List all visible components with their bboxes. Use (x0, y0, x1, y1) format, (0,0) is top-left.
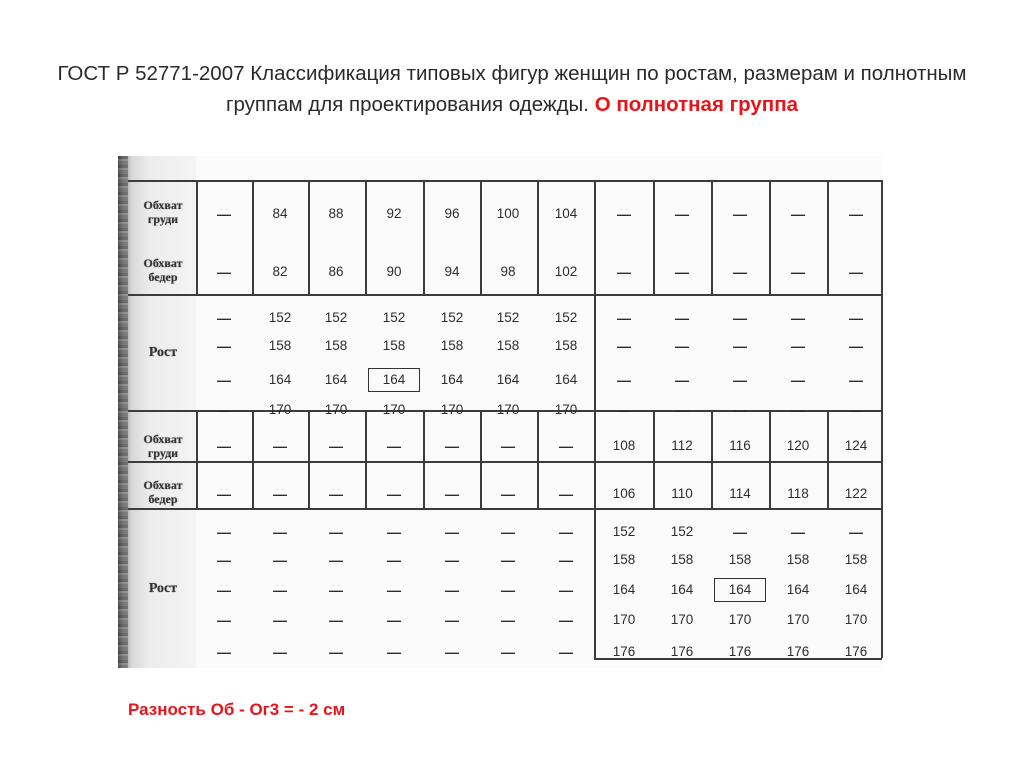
row-label-hips-2: Обхват бедер (143, 478, 183, 506)
table-cell: — (675, 264, 689, 280)
table-cell: — (217, 486, 231, 502)
table-cell: — (617, 206, 631, 222)
table-cell: — (445, 644, 459, 660)
table-cell: 106 (612, 486, 636, 501)
table-cell: — (501, 644, 515, 660)
table-cell: — (217, 552, 231, 568)
table-cell: 152 (612, 524, 636, 539)
table-cell: — (849, 524, 863, 540)
table-cell: 116 (729, 438, 751, 453)
table-cell: 88 (328, 206, 344, 221)
table-cell: 158 (496, 338, 520, 353)
table-cell: 158 (440, 338, 464, 353)
table-cell: — (445, 438, 459, 454)
table-cell: — (559, 438, 573, 454)
table-cell: 84 (272, 206, 288, 221)
table-cell: — (675, 402, 689, 418)
table-cell: — (791, 372, 805, 388)
table-cell: — (329, 552, 343, 568)
table-cell: — (791, 310, 805, 326)
table-cell: — (387, 438, 401, 454)
row-label-hips-1: Обхват бедер (143, 256, 183, 284)
table-cell: — (733, 310, 747, 326)
table-cell: — (849, 264, 863, 280)
table-cell: 164 (372, 372, 416, 388)
table-cell: — (617, 264, 631, 280)
table-cell: — (791, 206, 805, 222)
table-cell: — (387, 582, 401, 598)
table-cell: — (559, 612, 573, 628)
scanned-size-table (118, 156, 882, 668)
table-cell: 152 (382, 310, 406, 325)
table-cell: 104 (554, 206, 578, 221)
table-cell: 170 (324, 402, 348, 417)
table-cell: 108 (612, 438, 636, 453)
table-cell: — (387, 644, 401, 660)
table-cell: 152 (496, 310, 520, 325)
table-cell: — (217, 372, 231, 388)
table-cell: — (329, 582, 343, 598)
table-cell: 170 (612, 612, 636, 627)
table-cell: 164 (440, 372, 464, 387)
table-cell: 164 (718, 582, 762, 598)
table-cell: 170 (268, 402, 292, 417)
table-cell: — (501, 612, 515, 628)
table-cell: 170 (844, 612, 868, 627)
difference-note: Разность Об - Ог3 = - 2 см (128, 700, 346, 719)
table-rule (128, 294, 882, 296)
table-cell: 158 (612, 552, 636, 567)
table-cell: — (559, 524, 573, 540)
table-cell: — (217, 438, 231, 454)
table-cell: — (329, 612, 343, 628)
table-cell: — (733, 206, 747, 222)
table-cell: — (849, 310, 863, 326)
table-cell: 92 (386, 206, 402, 221)
table-cell: 98 (500, 264, 516, 279)
table-cell: 158 (554, 338, 578, 353)
table-cell: — (559, 644, 573, 660)
table-cell: — (217, 582, 231, 598)
table-cell: — (733, 264, 747, 280)
table-cell: 90 (386, 264, 402, 279)
table-cell: 152 (268, 310, 292, 325)
table-cell: — (733, 524, 747, 540)
table-cell: 170 (496, 402, 520, 417)
table-cell: — (733, 402, 747, 418)
table-cell: — (675, 338, 689, 354)
table-cell: — (675, 206, 689, 222)
table-cell: 170 (554, 402, 578, 417)
table-cell: 102 (554, 264, 578, 279)
table-cell: — (217, 644, 231, 660)
table-cell: — (445, 524, 459, 540)
table-cell: 164 (496, 372, 520, 387)
table-cell: — (675, 310, 689, 326)
table-cell: — (217, 524, 231, 540)
table-cell: 164 (612, 582, 636, 597)
table-cell: 158 (844, 552, 868, 567)
table-cell: 114 (729, 486, 751, 501)
table-cell: 170 (670, 612, 694, 627)
table-cell: — (733, 338, 747, 354)
table-cell: 176 (728, 644, 752, 659)
table-cell: 112 (671, 438, 693, 453)
table-cell: 158 (268, 338, 292, 353)
table-cell: 124 (844, 438, 868, 453)
slide-title (40, 58, 984, 120)
table-rule (128, 508, 882, 510)
table-cell: 110 (671, 486, 693, 501)
table-cell: — (387, 552, 401, 568)
table-cell: 164 (324, 372, 348, 387)
table-cell: — (733, 372, 747, 388)
table-cell: 164 (554, 372, 578, 387)
table-cell: — (273, 486, 287, 502)
table-cell: 158 (786, 552, 810, 567)
row-label-chest-2: Обхват груди (143, 432, 183, 460)
table-cell: — (849, 372, 863, 388)
table-cell: 82 (272, 264, 288, 279)
table-cell: — (445, 552, 459, 568)
table-cell: 158 (728, 552, 752, 567)
table-cell: — (791, 264, 805, 280)
table-cell: 176 (670, 644, 694, 659)
table-cell: 94 (444, 264, 460, 279)
table-cell: — (273, 612, 287, 628)
table-cell: — (501, 486, 515, 502)
table-cell: — (329, 524, 343, 540)
title-highlight: О полнотная группа (594, 93, 798, 116)
table-cell: — (501, 582, 515, 598)
table-cell: — (617, 338, 631, 354)
table-cell: 158 (382, 338, 406, 353)
table-cell: — (445, 582, 459, 598)
table-cell: 118 (787, 486, 809, 501)
table-cell: — (501, 552, 515, 568)
table-cell: 86 (328, 264, 344, 279)
table-cell: — (387, 486, 401, 502)
table-cell: — (849, 206, 863, 222)
table-cell: — (791, 402, 805, 418)
table-cell: — (217, 402, 231, 418)
table-cell: 158 (670, 552, 694, 567)
table-cell: 152 (440, 310, 464, 325)
table-cell: — (217, 206, 231, 222)
table-cell: — (273, 582, 287, 598)
table-cell: 176 (844, 644, 868, 659)
table-cell: — (445, 486, 459, 502)
table-cell: — (849, 402, 863, 418)
table-cell: — (559, 486, 573, 502)
table-cell: — (329, 486, 343, 502)
row-label-height-2: Рост (148, 581, 178, 596)
table-cell: — (273, 644, 287, 660)
table-cell: — (501, 438, 515, 454)
table-cell: 170 (786, 612, 810, 627)
table-cell: 96 (444, 206, 460, 221)
table-cell: 122 (844, 486, 868, 501)
table-cell: 120 (786, 438, 810, 453)
table-cell: — (217, 338, 231, 354)
table-cell: 176 (612, 644, 636, 659)
row-label-chest-1: Обхват груди (143, 198, 183, 226)
table-cell: 152 (554, 310, 578, 325)
table-cell: — (273, 552, 287, 568)
table-cell: 100 (496, 206, 520, 221)
table-cell: — (617, 310, 631, 326)
table-cell: — (559, 582, 573, 598)
table-cell: — (217, 310, 231, 326)
table-cell: — (791, 524, 805, 540)
table-cell: 170 (728, 612, 752, 627)
table-cell: — (445, 612, 459, 628)
table-cell: 152 (324, 310, 348, 325)
table-cell: — (675, 372, 689, 388)
table-cell: — (217, 264, 231, 280)
table-cell: 170 (440, 402, 464, 417)
table-cell: — (559, 552, 573, 568)
title-text: ГОСТ Р 52771-2007 Классификация типовых фигур женщин по ростам, размерам и полнотным группам для проектирования одежды. (57, 62, 967, 116)
table-cell: — (217, 612, 231, 628)
row-label-height-1: Рост (148, 345, 178, 360)
table-cell: — (273, 524, 287, 540)
table-cell: — (849, 338, 863, 354)
table-cell: — (617, 372, 631, 388)
table-cell: 170 (382, 402, 406, 417)
table-cell: 164 (268, 372, 292, 387)
table-cell: 176 (786, 644, 810, 659)
table-cell: 164 (670, 582, 694, 597)
table-cell: — (329, 644, 343, 660)
table-cell: — (387, 612, 401, 628)
table-cell: — (617, 402, 631, 418)
table-cell: 164 (844, 582, 868, 597)
table-cell: — (791, 338, 805, 354)
table-cell: 158 (324, 338, 348, 353)
table-cell: 152 (670, 524, 694, 539)
table-cell: 164 (786, 582, 810, 597)
table-cell: — (501, 524, 515, 540)
table-cell: — (387, 524, 401, 540)
table-cell: — (329, 438, 343, 454)
table-cell: — (273, 438, 287, 454)
